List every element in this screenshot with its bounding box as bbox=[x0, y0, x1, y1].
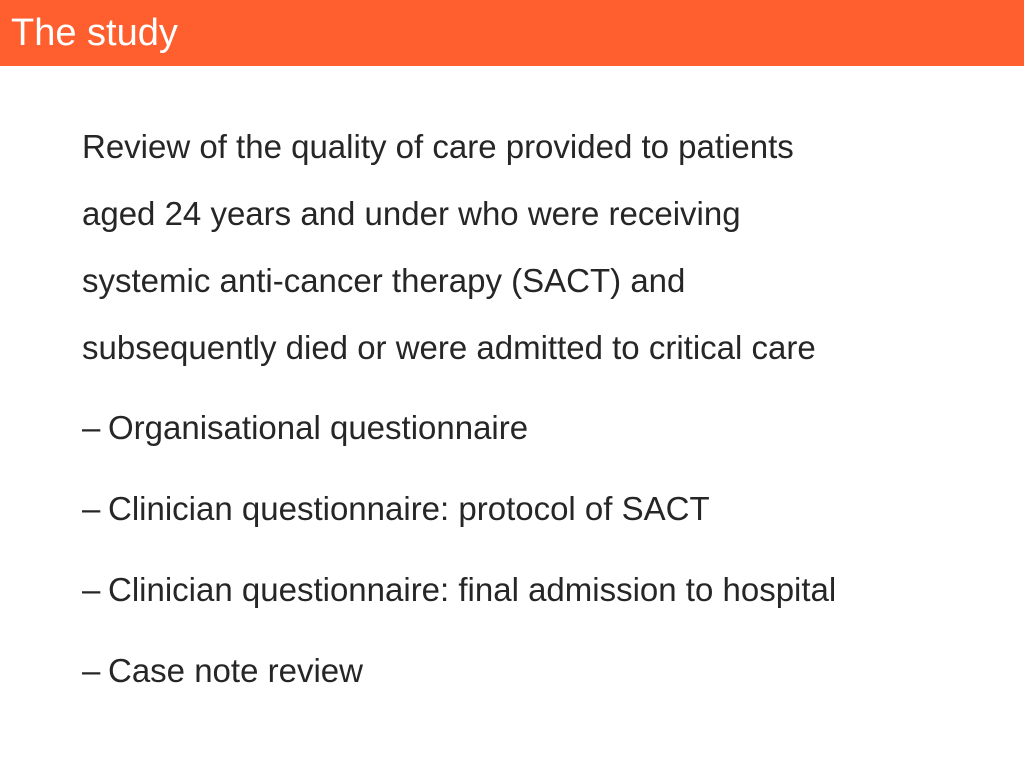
dash-marker: – bbox=[82, 571, 101, 608]
intro-line: subsequently died or were admitted to critical care bbox=[82, 329, 816, 366]
dash-marker: – bbox=[82, 490, 101, 527]
bullet-item bbox=[82, 651, 363, 691]
bullet-item bbox=[82, 570, 836, 610]
bullet-item bbox=[82, 489, 710, 529]
bullet-text: Clinician questionnaire: final admission to hospital bbox=[108, 571, 837, 608]
intro-line: Review of the quality of care provided to patients bbox=[82, 128, 794, 165]
bullet-text: Clinician questionnaire: protocol of SACT bbox=[108, 490, 710, 527]
dash-marker: – bbox=[82, 652, 101, 689]
bullet-text: Case note review bbox=[108, 652, 363, 689]
intro-line: aged 24 years and under who were receiving bbox=[82, 195, 741, 232]
bullet-text: Organisational questionnaire bbox=[108, 409, 529, 446]
title-bar bbox=[0, 0, 1024, 66]
slide-title: The study bbox=[11, 12, 178, 54]
bullet-item bbox=[82, 408, 528, 448]
intro-line: systemic anti-cancer therapy (SACT) and bbox=[82, 262, 686, 299]
dash-marker: – bbox=[82, 409, 101, 446]
